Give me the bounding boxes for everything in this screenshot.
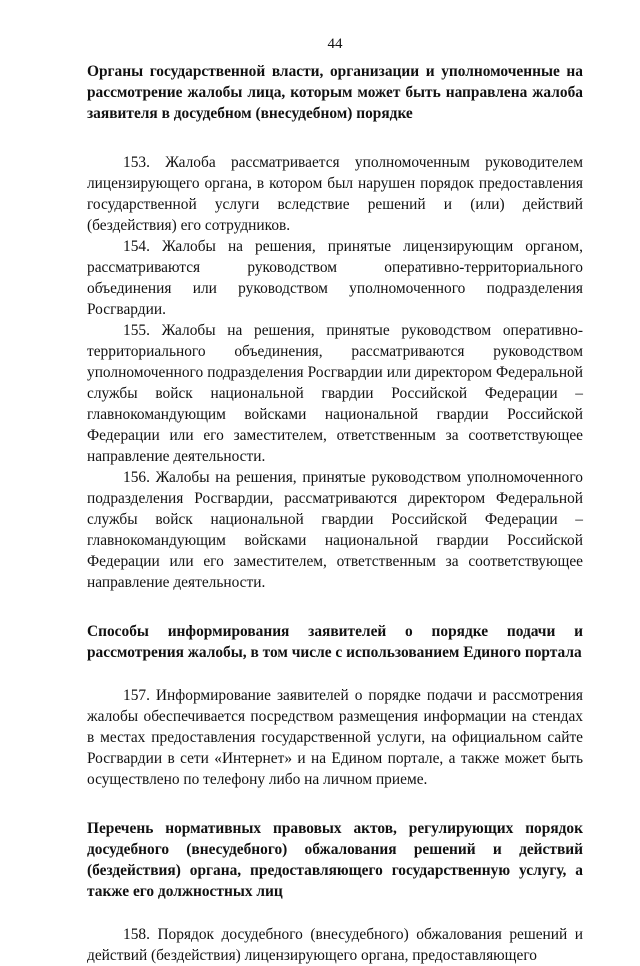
- paragraph-154: 154. Жалобы на решения, принятые лицензирующим органом, рассматриваются руководством оперативно-территориального объединения или руководством уполномоченного подразделения Росгвардии.: [87, 238, 583, 318]
- page-number: 44: [327, 36, 343, 52]
- paragraph-158: 158. Порядок досудебного (внесудебного) обжалования решений и действий (бездействия) лицензирующего органа, предоставляющего: [87, 926, 583, 964]
- paragraph-157: 157. Информирование заявителей о порядке подачи и рассмотрения жалобы обеспечивается посредством размещения информации на стендах в местах предоставления государственной услуги, на официальном сайте Росгвардии в сети «Интернет» и на Едином портале, а также может быть осуществлено по телефону либо на личном приеме.: [87, 687, 583, 788]
- section-heading-regulatory-acts: Перечень нормативных правовых актов, регулирующих порядок досудебного (внесудебного) обжалования решений и действий (бездействия) органа, предоставляющего государственную услугу, а также его должностных лиц: [87, 820, 583, 900]
- section-heading-complaint-bodies: Органы государственной власти, организации и уполномоченные на рассмотрение жалобы лица, которым может быть направлена жалоба заявителя в досудебном (внесудебном) порядке: [87, 63, 583, 122]
- spacer: [87, 593, 583, 621]
- spacer: [87, 124, 583, 152]
- paragraph-155: 155. Жалобы на решения, принятые руководством оперативно-территориального объединения, рассматриваются руководством уполномоченного подразделения Росгвардии или директором Федеральной службы войск национальной гвардии Российской Федерации – главнокомандующим войсками национальной гвардии Российской Федерации или его заместителем, ответственным за соответствующее направление деятельности.: [87, 322, 583, 465]
- spacer: [87, 663, 583, 685]
- spacer: [87, 902, 583, 924]
- paragraph-156: 156. Жалобы на решения, принятые руководством уполномоченного подразделения Росгвардии, рассматриваются директором Федеральной службы войск национальной гвардии Российской Федерации – главнокомандующим войсками национальной гвардии Российской Федерации или его заместителем, ответственным за соответствующее направление деятельности.: [87, 469, 583, 591]
- paragraph-153: 153. Жалоба рассматривается уполномоченным руководителем лицензирующего органа, в котором был нарушен порядок предоставления государственной услуги вследствие решений и (или) действий (бездействия) его сотрудников.: [87, 154, 583, 234]
- section-heading-informing-methods: Способы информирования заявителей о порядке подачи и рассмотрения жалобы, в том числе с использованием Единого портала: [87, 623, 583, 661]
- spacer: [87, 790, 583, 818]
